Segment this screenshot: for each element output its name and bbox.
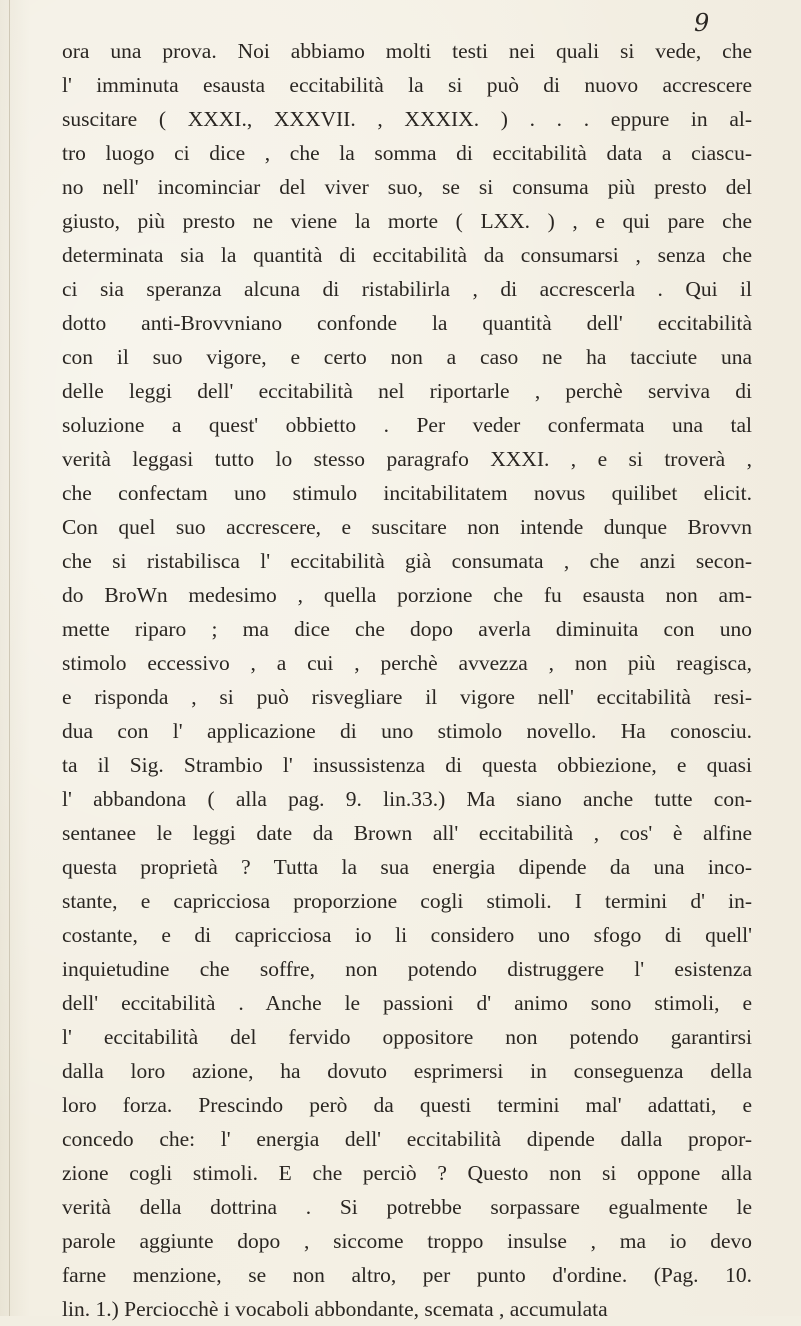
text-line: ta il Sig. Strambio l' insussistenza di questa obbiezione, e quasi <box>62 753 752 777</box>
page-number: 9 <box>694 9 710 37</box>
text-line: che si ristabilisca l' eccitabilità già consumata , che anzi secon- <box>62 549 752 573</box>
text-line: dotto anti-Brovvniano confonde la quantità dell' eccitabilità <box>62 311 752 335</box>
text-line: l' eccitabilità del fervido oppositore non potendo garantirsi <box>62 1025 752 1049</box>
page-edge-line <box>9 0 10 1316</box>
text-line: ora una prova. Noi abbiamo molti testi nei quali si vede, che <box>62 39 752 63</box>
text-line: che confectam uno stimulo incitabilitatem novus quilibet elicit. <box>62 481 752 505</box>
text-line: stimolo eccessivo , a cui , perchè avvezza , non più reagisca, <box>62 651 752 675</box>
text-line: parole aggiunte dopo , siccome troppo insulse , ma io devo <box>62 1229 752 1253</box>
text-line: tro luogo ci dice , che la somma di eccitabilità data a ciascu- <box>62 141 752 165</box>
text-line: e risponda , si può risvegliare il vigore nell' eccitabilità resi- <box>62 685 752 709</box>
body-text <box>62 34 752 1326</box>
text-line: farne menzione, se non altro, per punto d'ordine. (Pag. 10. <box>62 1263 752 1287</box>
text-line: stante, e capricciosa proporzione cogli stimoli. I termini d' in- <box>62 889 752 913</box>
text-line: dalla loro azione, ha dovuto esprimersi in conseguenza della <box>62 1059 752 1083</box>
text-line: zione cogli stimoli. E che perciò ? Questo non si oppone alla <box>62 1161 752 1185</box>
text-line: suscitare ( XXXI., XXXVII. , XXXIX. ) . . . eppure in al- <box>62 107 752 131</box>
text-line: dell' eccitabilità . Anche le passioni d' animo sono stimoli, e <box>62 991 752 1015</box>
text-line: verità della dottrina . Si potrebbe sorpassare egualmente le <box>62 1195 752 1219</box>
text-line: soluzione a quest' obbietto . Per veder confermata una tal <box>62 413 752 437</box>
text-line: costante, e di capricciosa io li considero uno sfogo di quell' <box>62 923 752 947</box>
text-line: no nell' incominciar del viver suo, se si consuma più presto del <box>62 175 752 199</box>
text-line: verità leggasi tutto lo stesso paragrafo XXXI. , e si troverà , <box>62 447 752 471</box>
text-line: dua con l' applicazione di uno stimolo novello. Ha conosciu. <box>62 719 752 743</box>
text-line: inquietudine che soffre, non potendo distruggere l' esistenza <box>62 957 752 981</box>
text-line: sentanee le leggi date da Brown all' eccitabilità , cos' è alfine <box>62 821 752 845</box>
text-line: delle leggi dell' eccitabilità nel riportarle , perchè serviva di <box>62 379 752 403</box>
text-line: con il suo vigore, e certo non a caso ne ha tacciute una <box>62 345 752 369</box>
text-line: mette riparo ; ma dice che dopo averla diminuita con uno <box>62 617 752 641</box>
text-line: ci sia speranza alcuna di ristabilirla , di accrescerla . Qui il <box>62 277 752 301</box>
text-line: questa proprietà ? Tutta la sua energia dipende da una inco- <box>62 855 752 879</box>
text-line: determinata sia la quantità di eccitabilità da consumarsi , senza che <box>62 243 752 267</box>
text-line: giusto, più presto ne viene la morte ( LXX. ) , e qui pare che <box>62 209 752 233</box>
text-line: lin. 1.) Perciocchè i vocaboli abbondante, scemata , accumulata <box>62 1297 608 1321</box>
text-line: l' abbandona ( alla pag. 9. lin.33.) Ma siano anche tutte con- <box>62 787 752 811</box>
text-line: Con quel suo accrescere, e suscitare non intende dunque Brovvn <box>62 515 752 539</box>
text-line: concedo che: l' energia dell' eccitabilità dipende dalla propor- <box>62 1127 752 1151</box>
text-line: loro forza. Prescindo però da questi termini mal' adattati, e <box>62 1093 752 1117</box>
text-line: do BroWn medesimo , quella porzione che fu esausta non am- <box>62 583 752 607</box>
text-line: l' imminuta esausta eccitabilità la si può di nuovo accrescere <box>62 73 752 97</box>
